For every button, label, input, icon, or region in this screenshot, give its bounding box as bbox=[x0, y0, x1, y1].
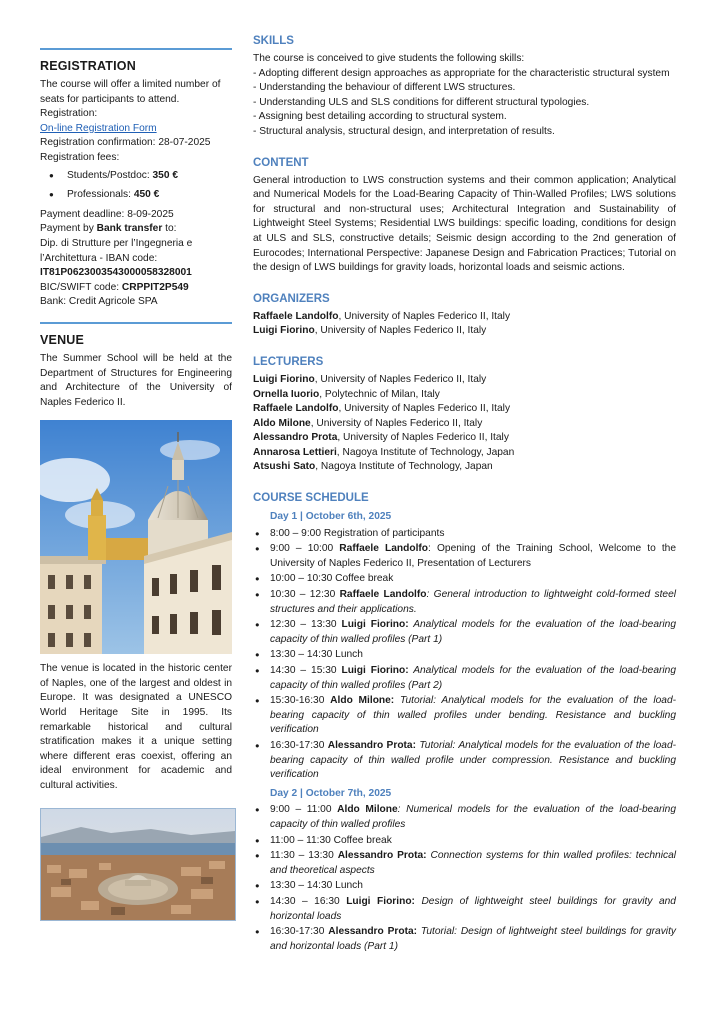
skills-item: - Structural analysis, structural design, and interpretation of results. bbox=[253, 125, 555, 137]
day1-label: Day 1 | October 6th, 2025 bbox=[270, 511, 392, 523]
lecturer-entry: Luigi Fiorino, University of Naples Federico II, Italy bbox=[253, 373, 487, 385]
schedule-item: ● 14:30 – 15:30 Luigi Fiorino: Analytical models for the evaluation of the load-bearing capacity of thin walled profiles (Part 2) bbox=[253, 664, 676, 693]
venue-intro: The Summer School will be held at the Department of Structures for Engineering and Architecture of the University of Naples Federico II. bbox=[40, 352, 232, 408]
venue-description: The venue is located in the historic center of Naples, one of the largest and oldest in Europe. It was designated a UNESCO World Heritage Site in 1995. Its remarkable historical and cultural stratification makes it a unique setting where different eras coexist, offering an ideal environment for academic and cultural activities. bbox=[40, 663, 232, 792]
payment-deadline: Payment deadline: 8-09-2025 bbox=[40, 208, 174, 220]
schedule-heading: COURSE SCHEDULE bbox=[253, 492, 369, 505]
bank-name: Bank: Credit Agricole SPA bbox=[40, 296, 158, 308]
skills-item: - Assigning best detailing according to structural system. bbox=[253, 111, 507, 123]
skills-intro: The course is conceived to give students the following skills: bbox=[253, 53, 525, 64]
section-divider bbox=[40, 48, 232, 50]
organizers-heading: ORGANIZERS bbox=[253, 292, 330, 305]
lecturer-entry: Atsushi Sato, Nagoya Institute of Technology, Japan bbox=[253, 461, 493, 473]
lecturer-entry: Ornella Iuorio, Polytechnic of Milan, Italy bbox=[253, 388, 440, 400]
schedule-item: ● 11:30 – 13:30 Alessandro Prota: Connection systems for thin walled profiles: technical and theoretical aspects bbox=[253, 849, 676, 878]
content-section bbox=[253, 156, 676, 276]
organizer-entry: Raffaele Landolfo, University of Naples Federico II, Italy bbox=[253, 310, 511, 322]
iban-code: IT81P0623003543000058328001 bbox=[40, 267, 192, 279]
right-column bbox=[253, 34, 676, 956]
schedule-item: ● 12:30 – 13:30 Luigi Fiorino: Analytical models for the evaluation of the load-bearing capacity of thin walled profiles (Part 1) bbox=[253, 618, 676, 647]
skills-section bbox=[253, 34, 676, 140]
university-building-photo bbox=[40, 420, 232, 654]
schedule-item: ● 14:30 – 16:30 Luigi Fiorino: Design of lightweight steel buildings for gravity and horizontal loads bbox=[253, 895, 676, 924]
skills-item: - Understanding the behaviour of different LWS structures. bbox=[253, 82, 516, 94]
day2-label: Day 2 | October 7th, 2025 bbox=[270, 787, 392, 799]
schedule-item: ● 16:30-17:30 Alessandro Prota: Tutorial: Analytical models for the evaluation of the load-bearing capacity of thin walled profile under compression. Resistance and buckling verification bbox=[253, 739, 676, 783]
lecturers-heading: LECTURERS bbox=[253, 355, 324, 368]
schedule-item: ● 15:30-16:30 Aldo Milone: Tutorial: Analytical models for the evaluation of the load-bearing capacity of thin walled profiles under bending. Resistance and buckling verification bbox=[253, 694, 676, 738]
schedule-item: ● 9:00 – 11:00 Aldo Milone: Numerical models for the evaluation of the load-bearing capacity of thin walled profiles bbox=[253, 803, 676, 832]
organizers-section bbox=[253, 292, 676, 339]
day1-schedule-list bbox=[253, 527, 676, 783]
left-column bbox=[40, 48, 232, 921]
section-divider bbox=[40, 322, 232, 324]
schedule-section bbox=[253, 491, 676, 954]
lecturer-entry: Aldo Milone, University of Naples Federico II, Italy bbox=[253, 417, 483, 429]
lecturer-entry: Annarosa Lettieri, Nagoya Institute of Technology, Japan bbox=[253, 446, 515, 458]
schedule-item: ● 13:30 – 14:30 Lunch bbox=[253, 879, 676, 894]
lecturers-section bbox=[253, 355, 676, 475]
registration-intro: The course will offer a limited number of seats for participants to attend. bbox=[40, 79, 221, 105]
fee-professionals: ● Professionals: 450 € bbox=[49, 188, 232, 203]
lecturer-entry: Raffaele Landolfo, University of Naples Federico II, Italy bbox=[253, 403, 511, 415]
registration-confirmation: Registration confirmation: 28-07-2025 bbox=[40, 137, 211, 149]
day2-schedule-list bbox=[253, 803, 676, 954]
schedule-item: ● 9:00 – 10:00 Raffaele Landolfo: Opening of the Training School, Welcome to the University of Naples Federico II, Presentation of Lecturers bbox=[253, 542, 676, 571]
content-text: General introduction to LWS construction systems and their common application; Analytical and Numerical Models for the Load-Bearing Capacity of Thin-Walled Profiles; LWS solutions for structural and non-structural uses; Architectural Integration and Sustainability of Lightweight Steel Systems; Residential LWS buildings: specific loading, conditions for design at ULS and SLS, constructive details; Seismic design according to the 2nd generation of Eurocodes; International Perspective: Japanese Design and Fabrication Practices; Tutorial on the design of LWS buildings for gravity loads, horizontal loads and seismic actions. bbox=[253, 174, 676, 274]
content-heading: CONTENT bbox=[253, 156, 309, 169]
registration-form-link[interactable]: On-line Registration Form bbox=[40, 122, 157, 134]
fees-label: Registration fees: bbox=[40, 151, 120, 163]
schedule-item: ● 8:00 – 9:00 Registration of participants bbox=[253, 527, 676, 542]
schedule-item: ● 10:00 – 10:30 Coffee break bbox=[253, 572, 676, 587]
naples-panorama-photo bbox=[40, 808, 236, 921]
schedule-item: ● 16:30-17:30 Alessandro Prota: Tutorial: Design of lightweight steel buildings for gravity and horizontal loads (Part 1) bbox=[253, 925, 676, 954]
organizer-entry: Luigi Fiorino, University of Naples Federico II, Italy bbox=[253, 325, 487, 337]
registration-label: Registration: bbox=[40, 108, 98, 120]
bic-code: BIC/SWIFT code: CRPPIT2P549 bbox=[40, 281, 189, 293]
schedule-item: ● 13:30 – 14:30 Lunch bbox=[253, 648, 676, 663]
skills-item: - Adopting different design approaches as appropriate for the characteristic structural system bbox=[253, 67, 670, 79]
registration-heading: REGISTRATION bbox=[40, 59, 136, 73]
schedule-item: ● 10:30 – 12:30 Raffaele Landolfo: General introduction to lightweight cold-formed steel structures and their applications. bbox=[253, 588, 676, 617]
skills-heading: SKILLS bbox=[253, 35, 294, 47]
skills-item: - Understanding ULS and SLS conditions for different structural typologies. bbox=[253, 96, 590, 108]
lecturer-entry: Alessandro Prota, University of Naples Federico II, Italy bbox=[253, 432, 509, 444]
payment-method: Payment by Bank transfer to: bbox=[40, 223, 177, 235]
beneficiary: Dip. di Strutture per l’Ingegneria e l’Architettura - IBAN code: bbox=[40, 237, 193, 264]
schedule-item: ● 11:00 – 11:30 Coffee break bbox=[253, 834, 676, 849]
fee-students: ● Students/Postdoc: 350 € bbox=[49, 169, 232, 184]
fees-list bbox=[40, 169, 232, 203]
venue-heading: VENUE bbox=[40, 332, 85, 347]
